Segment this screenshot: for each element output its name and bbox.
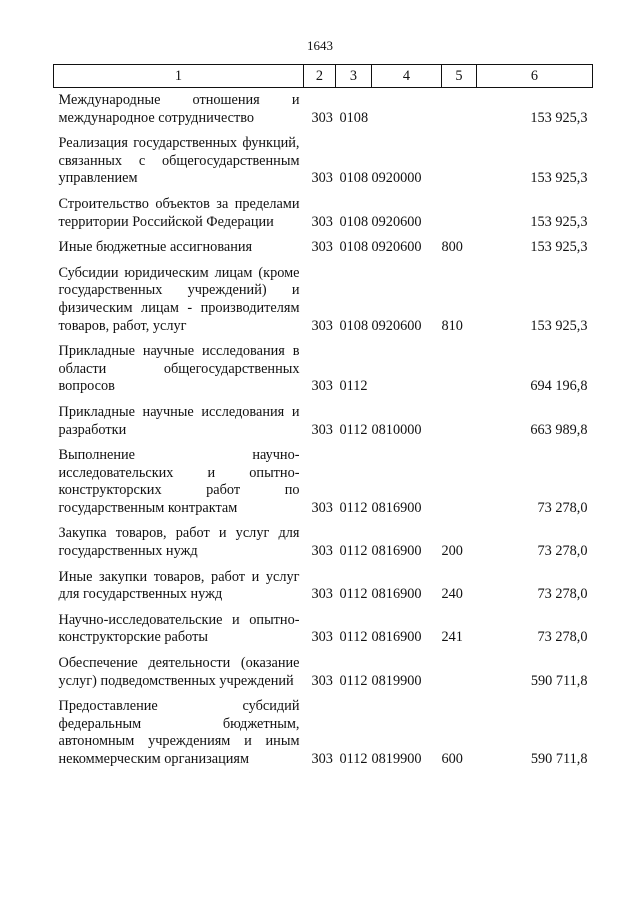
cell-section: 0112	[339, 586, 368, 603]
cell-name: Прикладные научные исследования и разработки	[58, 403, 300, 438]
cell-admin: 303	[311, 378, 333, 395]
cell-csr: 0816900	[371, 499, 422, 516]
cell-section: 0112	[339, 421, 368, 438]
budget-table	[53, 64, 593, 769]
cell-vr	[442, 127, 477, 188]
cell-section: 0112	[339, 378, 368, 395]
cell-amount: 73 278,0	[537, 543, 588, 560]
cell-name: Закупка товаров, работ и услуг для государственных нужд	[58, 525, 300, 560]
cell-vr: 241	[441, 629, 463, 646]
cell-name: Прикладные научные исследования в области общегосударственных вопросов	[58, 343, 300, 395]
cell-admin: 303	[311, 213, 333, 230]
cell-csr: 0920600	[371, 317, 422, 334]
cell-vr: 800	[441, 239, 463, 256]
cell-csr: 0920000	[371, 170, 422, 187]
table-row	[54, 188, 593, 231]
cell-admin: 303	[311, 751, 333, 767]
cell-amount: 153 925,3	[530, 213, 588, 230]
cell-csr: 0816900	[371, 543, 422, 560]
cell-amount: 73 278,0	[537, 499, 588, 516]
table-row	[54, 257, 593, 335]
cell-amount: 73 278,0	[537, 629, 588, 646]
table-body	[54, 88, 593, 769]
cell-name: Субсидии юридическим лицам (кроме государственных учреждений) и физическим лицам - производителям товаров, работ, услуг	[58, 264, 300, 334]
cell-section: 0108	[339, 239, 369, 256]
cell-amount: 663 989,8	[530, 421, 588, 438]
header-col-3: 3	[336, 65, 372, 88]
cell-section: 0108	[339, 170, 369, 187]
cell-name: Научно-исследовательские и опытно-конструкторские работы	[58, 611, 300, 646]
table-row	[54, 517, 593, 560]
cell-section: 0108	[339, 109, 369, 126]
table-row	[54, 561, 593, 604]
table-row	[54, 604, 593, 647]
header-row	[54, 65, 593, 88]
table-row	[54, 231, 593, 257]
header-col-5: 5	[442, 65, 477, 88]
cell-amount: 590 711,8	[530, 672, 588, 689]
table-row	[54, 439, 593, 517]
header-col-6: 6	[477, 65, 593, 88]
cell-amount: 73 278,0	[537, 586, 588, 603]
cell-amount: 153 925,3	[530, 170, 588, 187]
cell-section: 0108	[339, 213, 369, 230]
cell-amount: 153 925,3	[530, 239, 588, 256]
cell-section: 0112	[339, 672, 368, 689]
cell-csr	[372, 335, 442, 396]
table-row	[54, 335, 593, 396]
cell-amount: 590 711,8	[530, 751, 588, 767]
cell-csr: 0816900	[371, 629, 422, 646]
cell-name: Обеспечение деятельности (оказание услуг) подведомственных учреждений	[58, 655, 300, 689]
cell-name: Предоставление субсидий федеральным бюджетным, автономным учреждениям и иным некоммерческим организациям	[58, 698, 300, 767]
cell-csr: 0810000	[371, 421, 422, 438]
table-row	[54, 396, 593, 439]
cell-section: 0108	[339, 317, 369, 334]
cell-section: 0112	[339, 543, 368, 560]
cell-section: 0112	[339, 499, 368, 516]
cell-vr	[442, 647, 477, 690]
table-row	[54, 647, 593, 690]
cell-vr: 240	[441, 586, 463, 603]
cell-admin: 303	[311, 421, 333, 438]
cell-name: Строительство объектов за пределами территории Российской Федерации	[58, 195, 300, 230]
cell-vr: 810	[441, 317, 463, 334]
cell-admin: 303	[311, 629, 333, 646]
cell-csr: 0816900	[371, 586, 422, 603]
cell-vr	[442, 396, 477, 439]
cell-vr	[442, 335, 477, 396]
cell-name: Международные отношения и международное сотрудничество	[58, 92, 300, 126]
cell-vr	[442, 188, 477, 231]
cell-vr: 600	[441, 751, 463, 767]
cell-admin: 303	[311, 543, 333, 560]
cell-section: 0112	[339, 751, 368, 767]
table-row	[54, 127, 593, 188]
cell-vr	[442, 439, 477, 517]
cell-admin: 303	[311, 586, 333, 603]
table-row	[54, 88, 593, 128]
cell-csr: 0819900	[371, 751, 422, 767]
cell-csr: 0920600	[371, 239, 422, 256]
page-number: 1643	[307, 38, 333, 53]
cell-amount: 153 925,3	[530, 317, 588, 334]
cell-csr: 0819900	[371, 672, 422, 689]
cell-name: Выполнение научно-исследовательских и опытно-конструкторских работ по государственным контрактам	[58, 447, 300, 516]
cell-amount: 694 196,8	[530, 378, 588, 395]
cell-admin: 303	[311, 170, 333, 187]
cell-admin: 303	[311, 499, 333, 516]
cell-csr	[372, 88, 442, 128]
cell-section: 0112	[339, 629, 368, 646]
cell-csr: 0920600	[371, 213, 422, 230]
cell-amount: 153 925,3	[530, 109, 588, 126]
cell-name: Иные закупки товаров, работ и услуг для государственных нужд	[58, 568, 300, 603]
cell-admin: 303	[311, 672, 333, 689]
cell-vr: 200	[441, 543, 463, 560]
cell-admin: 303	[311, 239, 333, 256]
cell-admin: 303	[311, 317, 333, 334]
table-row	[54, 690, 593, 768]
cell-vr	[442, 88, 477, 128]
cell-admin: 303	[311, 109, 333, 126]
cell-name: Реализация государственных функций, связанных с общегосударственным управлением	[58, 135, 300, 187]
header-col-1: 1	[54, 65, 304, 88]
header-col-2: 2	[304, 65, 336, 88]
cell-name: Иные бюджетные ассигнования	[58, 239, 253, 256]
header-col-4: 4	[372, 65, 442, 88]
